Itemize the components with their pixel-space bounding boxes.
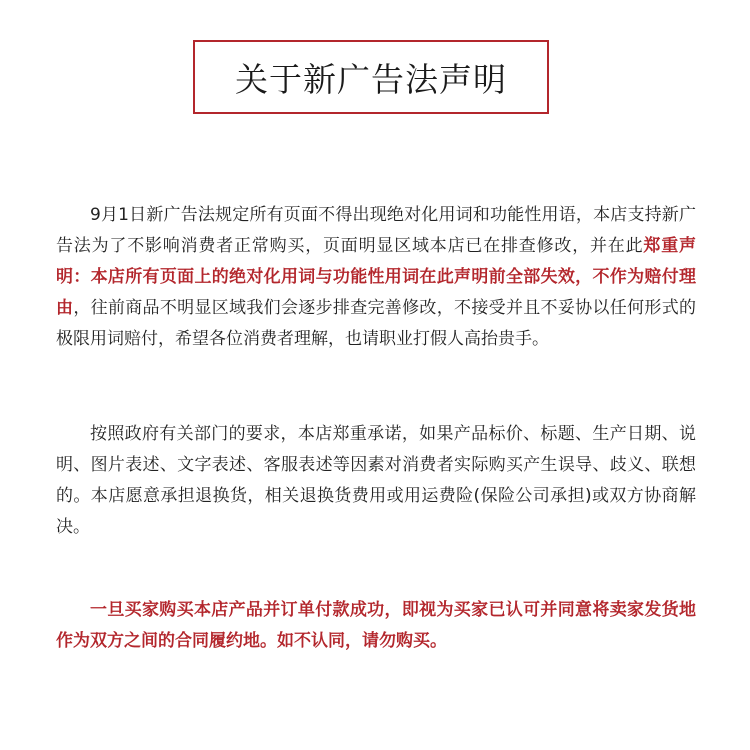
commitment-text: 按照政府有关部门的要求，本店郑重承诺，如果产品标价、标题、生产日期、说明、图片表述、文字表述、客服表述等因素对消费者实际购买产生误导、歧义、联想的。本店愿意承担退换货，相关退换货费用或用运费险(保险公司承担)或双方协商解决。 (56, 424, 696, 537)
declaration-highlight-text: 郑重声明：本店所有页面上的绝对化用词与功能性用词在此声明前全部失效，不作为赔付理由 (56, 236, 697, 318)
declaration-intro-text: 9月1日新广告法规定所有页面不得出现绝对化用词和功能性用语，本店支持新广告法为了不影响消费者正常购买，页面明显区域本店已在排查修改，并在此 (56, 205, 696, 256)
page-title: 关于新广告法声明 (235, 59, 507, 99)
declaration-rest-text: ，往前商品不明显区域我们会逐步排查完善修改，不接受并且不妥协以任何形式的极限用词赔付，希望各位消费者理解，也请职业打假人高抬贵手。 (56, 298, 697, 349)
purchase-notice-paragraph (56, 595, 696, 657)
declaration-paragraph (56, 200, 696, 355)
commitment-paragraph (56, 419, 696, 543)
purchase-notice-text: 一旦买家购买本店产品并订单付款成功，即视为买家已认可并同意将卖家发货地作为双方之间的合同履约地。如不认同，请勿购买。 (56, 600, 696, 651)
title-frame (193, 40, 549, 114)
